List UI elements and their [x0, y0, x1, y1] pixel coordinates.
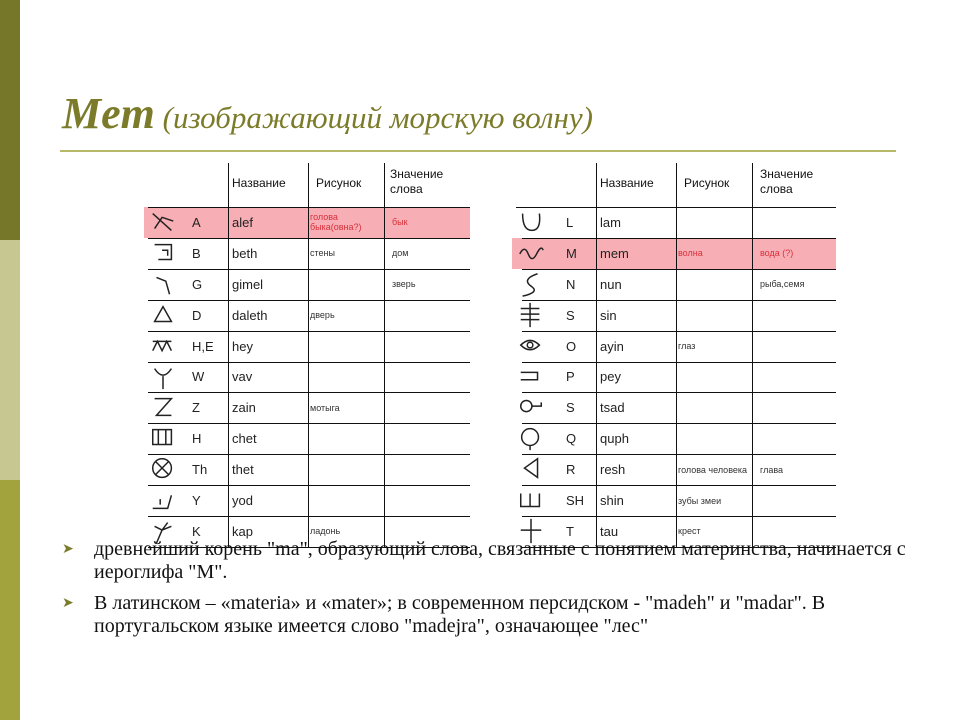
picture-cell	[678, 362, 750, 393]
column-header: Название	[232, 176, 286, 190]
name-cell: lam	[600, 214, 621, 230]
column-header: Название	[600, 176, 654, 190]
letter-cell: A	[192, 214, 201, 230]
column-divider	[596, 163, 597, 547]
letter-cell: R	[566, 462, 576, 478]
name-cell: sin	[600, 307, 617, 323]
letter-cell: O	[566, 338, 577, 354]
table-row	[148, 485, 470, 516]
meaning-cell	[392, 485, 468, 516]
letter-cell: G	[192, 276, 203, 292]
quph-icon	[516, 424, 546, 457]
pey-icon	[516, 363, 546, 396]
picture-cell: голова человека	[678, 464, 748, 475]
letter-cell: Z	[192, 400, 200, 416]
meaning-cell	[392, 392, 468, 423]
letter-cell: SH	[566, 493, 585, 509]
left-bar-bottom	[0, 480, 20, 720]
letter-cell: N	[566, 276, 576, 292]
letter-cell: S	[566, 400, 575, 416]
name-cell: beth	[232, 245, 258, 261]
table-row	[148, 423, 470, 454]
name-cell: daleth	[232, 307, 268, 323]
picture-cell: волна	[678, 248, 703, 259]
column-divider	[228, 163, 229, 547]
meaning-cell: вода (?)	[760, 248, 794, 259]
letter-cell: Th	[192, 462, 208, 478]
bullet-item-1	[58, 538, 918, 584]
alef-icon	[148, 208, 178, 241]
column-divider	[384, 163, 385, 547]
picture-cell: ладонь	[310, 526, 341, 537]
alphabet-table-right	[516, 163, 836, 539]
picture-cell	[678, 392, 750, 423]
meaning-cell: зверь	[392, 279, 416, 290]
letter-cell: B	[192, 245, 201, 261]
column-header: Рисунок	[316, 176, 362, 190]
meaning-cell	[392, 362, 468, 393]
name-cell: resh	[600, 462, 626, 478]
chet-icon	[148, 424, 178, 457]
picture-cell	[678, 423, 750, 454]
bullet-list	[58, 538, 918, 646]
meaning-cell	[392, 331, 468, 362]
resh-icon	[516, 455, 546, 488]
mem-icon	[516, 239, 546, 272]
beth-icon	[148, 239, 178, 272]
name-cell: kap	[232, 523, 253, 539]
bullet-arrow-icon: ➤	[62, 542, 74, 557]
picture-cell	[310, 269, 382, 300]
meaning-cell	[760, 362, 834, 393]
picture-cell	[310, 485, 382, 516]
ayin-icon	[516, 332, 546, 365]
sin-icon	[516, 301, 546, 334]
letter-cell: L	[566, 214, 574, 230]
name-cell: quph	[600, 431, 629, 447]
picture-cell: голова быка(овна?)	[310, 212, 362, 233]
name-cell: chet	[232, 431, 257, 447]
header-divider	[148, 207, 470, 208]
column-header: Значение слова	[390, 167, 444, 196]
letter-cell: Q	[566, 431, 577, 447]
table-row	[148, 207, 470, 238]
meaning-cell	[392, 454, 468, 485]
slide-title	[62, 88, 922, 148]
meaning-cell: дом	[392, 248, 409, 259]
table-row	[148, 269, 470, 300]
yod-icon	[148, 486, 178, 519]
letter-cell: P	[566, 369, 575, 385]
table-row	[148, 300, 470, 331]
letter-cell: M	[566, 245, 577, 261]
bullet-item-2	[58, 592, 918, 638]
picture-cell: дверь	[310, 310, 335, 321]
meaning-cell	[392, 300, 468, 331]
column-divider	[308, 163, 309, 547]
column-header: Рисунок	[684, 176, 730, 190]
picture-cell: зубы змеи	[678, 495, 722, 506]
letter-cell: S	[566, 307, 575, 323]
letter-cell: K	[192, 523, 201, 539]
meaning-cell	[760, 331, 834, 362]
zain-icon	[148, 393, 178, 426]
name-cell: mem	[600, 245, 629, 261]
column-divider	[676, 163, 677, 547]
bullet-text-2: В латинском – «materia» и «mater»; в современном персидском - "madeh" и "madar". В португальском языке имеется слово "madejra", означающее "лес"	[94, 592, 826, 637]
name-cell: gimel	[232, 276, 264, 292]
lam-icon	[516, 208, 546, 241]
meaning-cell	[392, 423, 468, 454]
letter-cell: H,E	[192, 338, 214, 354]
picture-cell	[678, 207, 750, 238]
nun-icon	[516, 270, 546, 303]
vav-icon	[148, 363, 178, 396]
alphabet-table-left	[148, 163, 470, 539]
meaning-cell: рыба,семя	[760, 279, 805, 290]
tsad-icon	[516, 393, 546, 426]
name-cell: tau	[600, 523, 619, 539]
picture-cell: мотыга	[310, 402, 340, 413]
meaning-cell: бык	[392, 217, 408, 228]
name-cell: hey	[232, 338, 253, 354]
table-row	[148, 454, 470, 485]
picture-cell: стены	[310, 248, 335, 259]
daleth-icon	[148, 301, 178, 334]
meaning-cell: глава	[760, 464, 784, 475]
picture-cell: крест	[678, 526, 701, 537]
name-cell: nun	[600, 276, 622, 292]
name-cell: zain	[232, 400, 256, 416]
title-paren: (	[154, 100, 173, 135]
picture-cell	[310, 423, 382, 454]
picture-cell	[310, 331, 382, 362]
picture-cell	[310, 362, 382, 393]
meaning-cell	[760, 207, 834, 238]
title-subtitle: изображающий морскую волну)	[172, 100, 593, 135]
title-underline	[60, 150, 896, 152]
meaning-cell	[760, 423, 834, 454]
gimel-icon	[148, 270, 178, 303]
letter-cell: Y	[192, 493, 201, 509]
letter-cell: H	[192, 431, 202, 447]
name-cell: alef	[232, 214, 253, 230]
thet-icon	[148, 455, 178, 488]
table-row	[148, 331, 470, 362]
name-cell: vav	[232, 369, 253, 385]
name-cell: tsad	[600, 400, 625, 416]
bullet-text-1: древнейший корень "ma", образующий слова, связанные с понятием материнства, начинается с иероглифа "M".	[94, 538, 906, 583]
shin-icon	[516, 486, 546, 519]
column-header: Значение слова	[760, 167, 814, 196]
name-cell: thet	[232, 462, 254, 478]
table-row	[148, 238, 470, 269]
table-row	[148, 362, 470, 393]
letter-cell: W	[192, 369, 205, 385]
name-cell: shin	[600, 493, 624, 509]
name-cell: yod	[232, 493, 253, 509]
bullet-arrow-icon: ➤	[62, 596, 74, 611]
letter-cell: D	[192, 307, 202, 323]
name-cell: pey	[600, 369, 621, 385]
picture-cell	[678, 300, 750, 331]
picture-cell	[310, 454, 382, 485]
left-bar-middle	[0, 240, 20, 480]
meaning-cell	[760, 392, 834, 423]
letter-cell: T	[566, 523, 574, 539]
left-bar-top	[0, 0, 20, 240]
meaning-cell	[760, 300, 834, 331]
table-row	[148, 392, 470, 423]
hey-icon	[148, 332, 178, 365]
column-divider	[752, 163, 753, 547]
picture-cell: глаз	[678, 341, 696, 352]
title-main: Mem	[62, 89, 155, 138]
picture-cell	[678, 269, 750, 300]
name-cell: ayin	[600, 338, 624, 354]
meaning-cell	[760, 485, 834, 516]
